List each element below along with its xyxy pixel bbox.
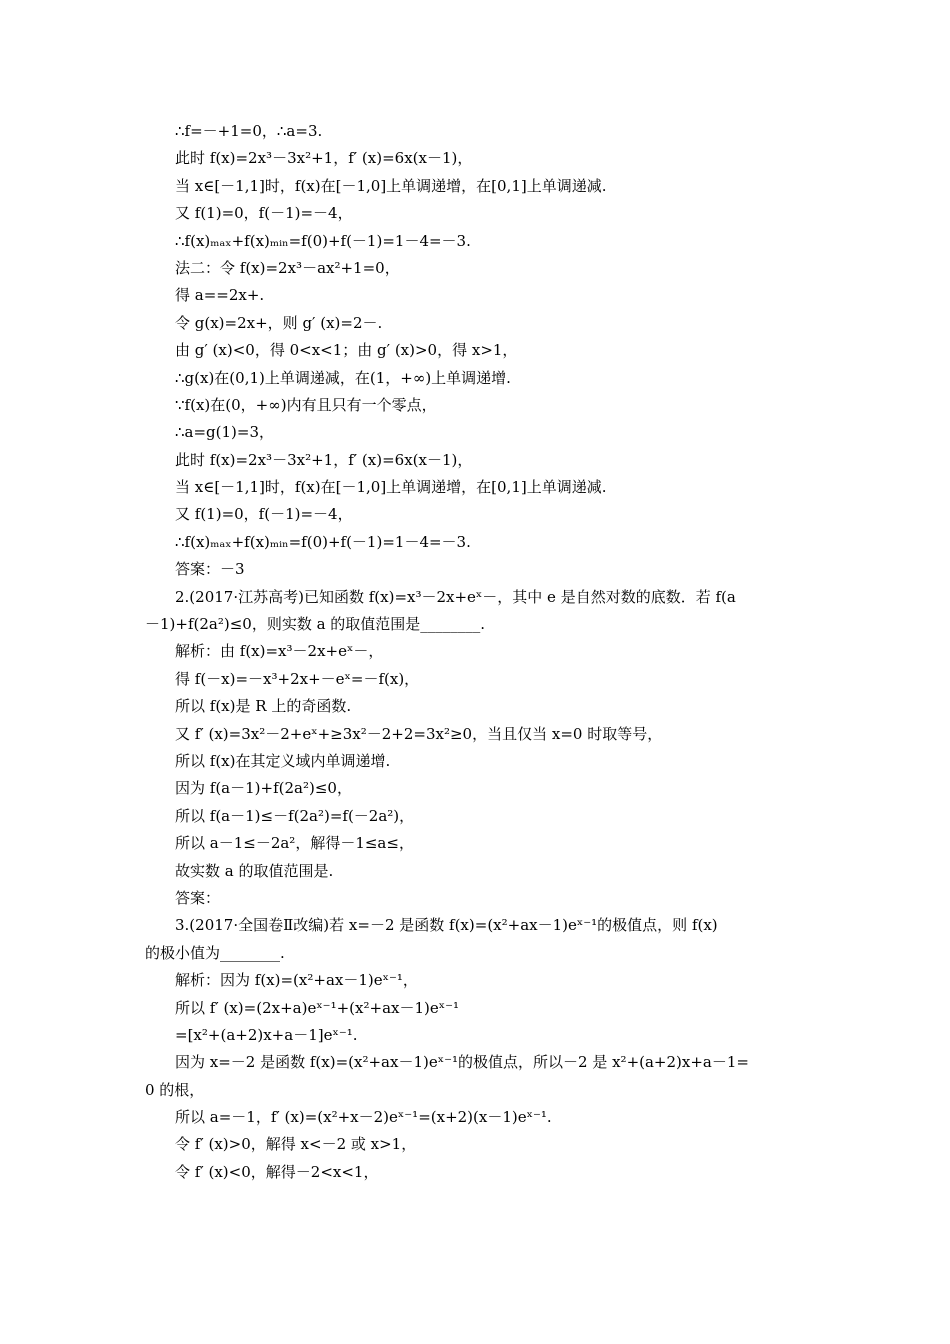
text-line: 答案： — [175, 888, 221, 907]
text-line: －1)+f(2a²)≤0，则实数 a 的取值范围是________. — [145, 615, 486, 634]
text-line: 令 f′ (x)<0，解得－2<x<1， — [175, 1162, 379, 1181]
text-line: 0 的根， — [145, 1080, 205, 1099]
text-line: 由 g′ (x)<0，得 0<x<1；由 g′ (x)>0，得 x>1， — [175, 341, 518, 360]
text-line: 此时 f(x)=2x³－3x²+1，f′ (x)=6x(x－1)， — [175, 450, 473, 469]
text-line: 得 f(－x)=－x³+2x+－eˣ=－f(x)， — [175, 669, 420, 688]
text-line: ∵f(x)在(0，+∞)内有且只有一个零点， — [175, 395, 437, 414]
text-line: 答案：－3 — [175, 560, 245, 579]
text-line: 当 x∈[－1,1]时，f(x)在[－1,0]上单调递增，在[0,1]上单调递减. — [175, 478, 607, 497]
text-line: 所以 f(a－1)≤－f(2a²)=f(－2a²)， — [175, 806, 415, 825]
text-line: 当 x∈[－1,1]时，f(x)在[－1,0]上单调递增，在[0,1]上单调递减. — [175, 176, 607, 195]
text-line: 2.(2017·江苏高考)已知函数 f(x)=x³－2x+eˣ－，其中 e 是自然对数的底数．若 f(a — [175, 587, 736, 606]
text-line: 所以 f(x)在其定义域内单调递增. — [175, 751, 391, 770]
text-line: 得 a==2x+. — [175, 286, 265, 305]
text-line: ∴g(x)在(0,1)上单调递减，在(1，+∞)上单调递增. — [175, 368, 511, 387]
text-line: 所以 f′ (x)=(2x+a)eˣ⁻¹+(x²+ax－1)eˣ⁻¹ — [175, 998, 460, 1017]
text-line: 解析：因为 f(x)=(x²+ax－1)eˣ⁻¹， — [175, 971, 418, 990]
text-line: 因为 x=－2 是函数 f(x)=(x²+ax－1)eˣ⁻¹的极值点，所以－2 是 x²+(a+2)x+a－1= — [175, 1053, 749, 1072]
text-line: 的极小值为________. — [145, 943, 285, 962]
text-line: 法二：令 f(x)=2x³－ax²+1=0， — [175, 258, 400, 277]
text-line: ∴f(x)ₘₐₓ+f(x)ₘᵢₙ=f(0)+f(－1)=1－4=－3. — [175, 231, 471, 250]
text-line: 此时 f(x)=2x³－3x²+1，f′ (x)=6x(x－1)， — [175, 149, 473, 168]
text-line: 又 f(1)=0，f(－1)=－4， — [175, 505, 353, 524]
text-line: 所以 f(x)是 R 上的奇函数. — [175, 697, 352, 716]
text-line: 所以 a=－1，f′ (x)=(x²+x－2)eˣ⁻¹=(x+2)(x－1)eˣ⁻¹. — [175, 1108, 552, 1127]
text-line: =[x²+(a+2)x+a－1]eˣ⁻¹. — [175, 1025, 358, 1044]
text-line: 因为 f(a－1)+f(2a²)≤0， — [175, 779, 352, 798]
text-line: 解析：由 f(x)=x³－2x+eˣ－， — [175, 642, 384, 661]
text-line: 令 g(x)=2x+，则 g′ (x)=2－. — [175, 313, 383, 332]
text-line: 故实数 a 的取值范围是. — [175, 861, 334, 880]
text-line: 又 f(1)=0，f(－1)=－4， — [175, 204, 353, 223]
text-line: 又 f′ (x)=3x²－2+eˣ+≥3x²－2+2=3x²≥0，当且仅当 x=0 时取等号， — [175, 724, 663, 743]
text-line: 令 f′ (x)>0，解得 x<－2 或 x>1， — [175, 1135, 417, 1154]
text-line: ∴f=－+1=0，∴a=3. — [175, 122, 323, 140]
text-line: ∴a=g(1)=3， — [175, 423, 275, 442]
document-body — [145, 118, 813, 1186]
text-line: 3.(2017·全国卷Ⅱ改编)若 x=－2 是函数 f(x)=(x²+ax－1)eˣ⁻¹的极值点，则 f(x) — [175, 916, 718, 935]
text-line: 所以 a－1≤－2a²，解得－1≤a≤， — [175, 834, 414, 853]
text-line: ∴f(x)ₘₐₓ+f(x)ₘᵢₙ=f(0)+f(－1)=1－4=－3. — [175, 532, 471, 551]
